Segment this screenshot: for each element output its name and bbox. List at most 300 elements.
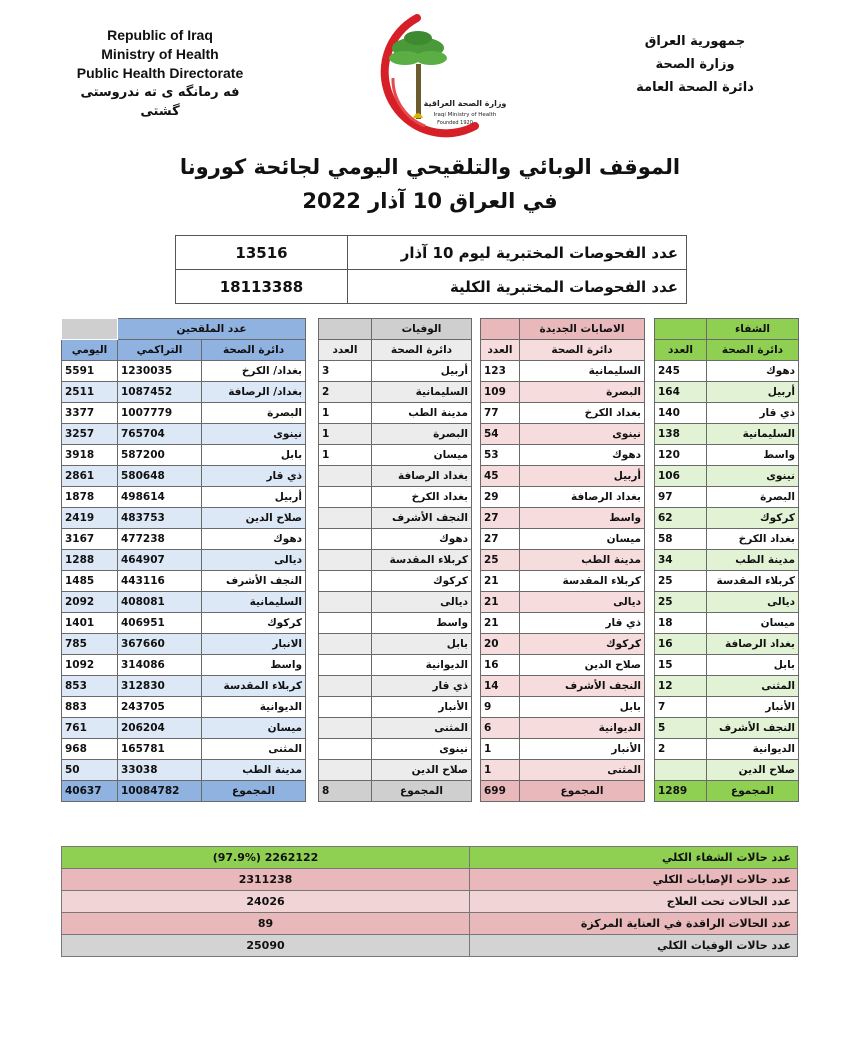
summary-label: عدد الحالات تحت العلاج [470,891,798,913]
vaccinated-cumulative-cell: 765704 [118,424,202,445]
recovery-dept-cell: المثنى [707,676,799,697]
cases-count-cell: 25 [481,550,520,571]
deaths-count-cell: 1 [319,424,372,445]
recovery-dept-cell: النجف الأشرف [707,718,799,739]
vaccinated-cumulative-cell: 443116 [118,571,202,592]
title-line1: الموقف الوبائي والتلقيحي اليومي لجائحة كورونا [179,155,681,179]
vaccinated-daily-cell: 1485 [62,571,118,592]
vaccinated-dept-cell: بابل [202,445,306,466]
recovery-dept-cell: ذي قار [707,403,799,424]
vaccinated-dept-cell: مدينة الطب [202,760,306,781]
table-row [319,487,472,508]
table-row [319,613,472,634]
cases-count-cell: 27 [481,529,520,550]
cases-count-cell: 109 [481,382,520,403]
deaths-dept-cell: ديالى [372,592,472,613]
vaccinated-dept-cell: دهوك [202,529,306,550]
vaccinated-dept-cell: ميسان [202,718,306,739]
daily-tests-label: عدد الفحوصات المختبرية ليوم 10 آذار [348,236,687,270]
vaccinated-daily-cell: 3377 [62,403,118,424]
vaccinated-cumulative-cell: 243705 [118,697,202,718]
table-row [481,550,645,571]
table-row [481,382,645,403]
vaccinated-cumulative-cell: 1007779 [118,403,202,424]
deaths-count-cell [319,592,372,613]
table-row [655,424,799,445]
vaccinated-dept-cell: ديالى [202,550,306,571]
table-row [481,361,645,382]
vaccinated-total-daily: 40637 [62,781,118,802]
cases-count-cell: 27 [481,508,520,529]
header-ar-line: دائرة الصحة العامة [636,80,754,95]
table-row [319,676,472,697]
logo-text-year: Founded 1920 [437,120,473,126]
vaccinated-cumulative-cell: 408081 [118,592,202,613]
deaths-count-cell [319,718,372,739]
recovery-dept-cell: واسط [707,445,799,466]
deaths-dept-cell: كركوك [372,571,472,592]
cases-dept-cell: ذي قار [520,613,645,634]
deaths-count-cell [319,508,372,529]
page-title [130,150,730,218]
summary-value: 2311238 [62,869,470,891]
cases-dept-cell: المثنى [520,760,645,781]
table-row [62,550,306,571]
table-row [481,676,645,697]
table-row [319,508,472,529]
vaccinated-cumulative-header: التراكمي [118,340,202,361]
vaccinated-cumulative-cell: 33038 [118,760,202,781]
recovery-count-cell: 5 [655,718,707,739]
vaccinated-title: عدد الملقحين [118,319,306,340]
table-row [481,760,645,781]
vaccinated-daily-cell: 3167 [62,529,118,550]
deaths-total-value: 8 [319,781,372,802]
table-row [62,466,306,487]
deaths-dept-cell: المثنى [372,718,472,739]
table-row [481,697,645,718]
cases-count-cell: 77 [481,403,520,424]
vaccinated-daily-cell: 1878 [62,487,118,508]
summary-label: عدد الحالات الراقدة في العناية المركزة [470,913,798,935]
recovery-total-value: 1289 [655,781,707,802]
table-row [655,529,799,550]
cases-total-label: المجموع [520,781,645,802]
deaths-count-cell [319,676,372,697]
table-row [655,718,799,739]
recovery-count-cell: 245 [655,361,707,382]
deaths-count-cell [319,613,372,634]
table-row [481,508,645,529]
recovery-count-header: العدد [655,340,707,361]
table-row [62,634,306,655]
vaccinated-daily-cell: 1401 [62,613,118,634]
recovery-total-label: المجموع [707,781,799,802]
cases-dept-cell: بغداد الرصافة [520,487,645,508]
vaccinated-dept-cell: ذي قار [202,466,306,487]
daily-tests-value: 13516 [176,236,348,270]
recovery-count-cell: 25 [655,592,707,613]
deaths-count-header: العدد [319,340,372,361]
cases-dept-cell: ميسان [520,529,645,550]
table-row [319,718,472,739]
vaccinated-daily-cell: 50 [62,760,118,781]
vaccinated-dept-cell: المثنى [202,739,306,760]
recovery-dept-cell: بابل [707,655,799,676]
deaths-dept-cell: مدينة الطب [372,403,472,424]
deaths-dept-cell: دهوك [372,529,472,550]
vaccinated-daily-cell: 853 [62,676,118,697]
table-row [655,676,799,697]
summary-row [62,913,798,935]
table-row [319,466,472,487]
table-row [319,424,472,445]
cases-dept-header: دائرة الصحة [520,340,645,361]
vaccinated-daily-cell: 1092 [62,655,118,676]
table-row [655,592,799,613]
recovery-dept-cell: دهوك [707,361,799,382]
table-row [655,403,799,424]
table-row [655,487,799,508]
table-row [655,508,799,529]
table-row [481,487,645,508]
summary-row [62,847,798,869]
cases-count-cell: 53 [481,445,520,466]
table-row [319,571,472,592]
table-row [481,634,645,655]
deaths-count-cell: 1 [319,403,372,424]
vaccinated-cumulative-cell: 1230035 [118,361,202,382]
deaths-count-cell [319,571,372,592]
ministry-logo-icon [355,8,515,138]
cases-count-cell: 1 [481,760,520,781]
deaths-dept-cell: صلاح الدين [372,760,472,781]
recovery-count-cell: 25 [655,571,707,592]
logo-text-en: Iraqi Ministry of Health [433,112,497,118]
vaccinated-daily-cell: 2092 [62,592,118,613]
header-english [60,26,260,121]
vaccinated-daily-cell: 3257 [62,424,118,445]
cases-dept-cell: نينوى [520,424,645,445]
table-row [481,655,645,676]
table-row [62,718,306,739]
recovery-count-cell: 120 [655,445,707,466]
table-row [62,676,306,697]
table-row [655,655,799,676]
deaths-count-cell [319,550,372,571]
recovery-count-cell: 138 [655,424,707,445]
total-row [481,781,645,802]
deaths-count-cell: 2 [319,382,372,403]
title-line2: في العراق 10 آذار 2022 [302,189,558,213]
table-row [62,424,306,445]
cases-count-cell: 21 [481,613,520,634]
deaths-count-cell [319,529,372,550]
vaccinated-cumulative-cell: 314086 [118,655,202,676]
table-row [655,634,799,655]
recovery-dept-cell: بغداد الرصافة [707,634,799,655]
cases-count-cell: 6 [481,718,520,739]
table-row [655,697,799,718]
cases-dept-cell: ديالى [520,592,645,613]
recovery-dept-cell: كركوك [707,508,799,529]
vaccinated-daily-header: اليومي [62,340,118,361]
deaths-dept-cell: الأنبار [372,697,472,718]
deaths-dept-cell: النجف الأشرف [372,508,472,529]
table-row [62,487,306,508]
cases-count-cell: 9 [481,697,520,718]
cases-dept-cell: النجف الأشرف [520,676,645,697]
vaccinated-cumulative-cell: 483753 [118,508,202,529]
header-en-line: Public Health Directorate [76,65,244,81]
table-row [319,550,472,571]
cases-count-cell: 20 [481,634,520,655]
header-arabic [610,30,780,99]
vaccinated-cumulative-cell: 580648 [118,466,202,487]
vaccinated-cumulative-cell: 312830 [118,676,202,697]
vaccinated-daily-cell: 2861 [62,466,118,487]
recovery-title: الشفاء [707,319,799,340]
table-row [319,655,472,676]
table-row [655,361,799,382]
table-row [481,466,645,487]
summary-label: عدد حالات الإصابات الكلي [470,869,798,891]
deaths-dept-cell: بابل [372,634,472,655]
recovery-dept-cell: البصرة [707,487,799,508]
header-en-line: Ministry of Health [101,46,219,62]
cases-dept-cell: صلاح الدين [520,655,645,676]
deaths-table [318,318,472,802]
table-row [655,613,799,634]
table-row [62,613,306,634]
recovery-count-cell: 164 [655,382,707,403]
table-row [319,445,472,466]
table-row [655,760,799,781]
table-row [655,466,799,487]
header-ar-line: جمهورية العراق [644,34,746,49]
vaccinated-dept-cell: النجف الأشرف [202,571,306,592]
table-row [62,697,306,718]
table-row [655,571,799,592]
deaths-count-cell: 1 [319,445,372,466]
summary-label: عدد حالات الشفاء الكلي [470,847,798,869]
table-row [481,613,645,634]
cases-count-cell: 54 [481,424,520,445]
recovery-count-cell: 7 [655,697,707,718]
deaths-title: الوفيات [372,319,472,340]
total-row [62,781,306,802]
vaccinated-cumulative-cell: 498614 [118,487,202,508]
table-row [319,403,472,424]
recovery-count-cell: 62 [655,508,707,529]
recovery-dept-cell: كربلاء المقدسة [707,571,799,592]
deaths-dept-cell: السليمانية [372,382,472,403]
recovery-dept-cell: نينوى [707,466,799,487]
cases-dept-cell: كركوك [520,634,645,655]
table-row [481,403,645,424]
logo-text-ar: وزارة الصحة العراقية [423,99,507,108]
vaccinated-dept-cell: الانبار [202,634,306,655]
recovery-count-cell: 97 [655,487,707,508]
summary-row [62,891,798,913]
vaccinated-cumulative-cell: 206204 [118,718,202,739]
table-row [481,571,645,592]
table-row [62,655,306,676]
recovery-count-cell: 15 [655,655,707,676]
recovery-count-cell: 106 [655,466,707,487]
table-row [481,718,645,739]
total-row [655,781,799,802]
table-row [62,382,306,403]
vaccinated-cumulative-cell: 464907 [118,550,202,571]
deaths-dept-header: دائرة الصحة [372,340,472,361]
total-row [319,781,472,802]
table-row [319,634,472,655]
summary-row [62,869,798,891]
deaths-dept-cell: بغداد الكرخ [372,487,472,508]
deaths-dept-cell: بغداد الرصافة [372,466,472,487]
deaths-dept-cell: واسط [372,613,472,634]
table-row [62,571,306,592]
cases-dept-cell: كربلاء المقدسة [520,571,645,592]
cases-count-cell: 21 [481,571,520,592]
vaccinated-cumulative-cell: 1087452 [118,382,202,403]
summary-value: 25090 [62,935,470,957]
cases-dept-cell: أربيل [520,466,645,487]
vaccinated-dept-cell: الديوانية [202,697,306,718]
table-row [62,445,306,466]
new-cases-title: الاصابات الجديدة [520,319,645,340]
recovery-count-cell: 58 [655,529,707,550]
cases-dept-cell: بابل [520,697,645,718]
table-row [62,403,306,424]
summary-value: (97.9%) 2262122 [62,847,470,869]
recovery-dept-cell: ميسان [707,613,799,634]
vaccinated-dept-cell: السليمانية [202,592,306,613]
table-row [319,529,472,550]
vaccinated-dept-header: دائرة الصحة [202,340,306,361]
header-kurdish-line: فه رمانگه ی ته ندروستی گشتی [80,85,240,119]
table-row [62,508,306,529]
vaccinated-cumulative-cell: 406951 [118,613,202,634]
deaths-count-cell [319,697,372,718]
table-row [655,550,799,571]
new-cases-table [480,318,645,802]
cases-count-cell: 14 [481,676,520,697]
deaths-dept-cell: البصرة [372,424,472,445]
vaccinated-daily-cell: 883 [62,697,118,718]
recovery-dept-cell: بغداد الكرخ [707,529,799,550]
vaccinated-dept-cell: أربيل [202,487,306,508]
recovery-table [654,318,799,802]
cases-count-cell: 29 [481,487,520,508]
deaths-total-label: المجموع [372,781,472,802]
deaths-count-cell [319,487,372,508]
table-row [62,739,306,760]
vaccinated-daily-cell: 5591 [62,361,118,382]
recovery-dept-cell: أربيل [707,382,799,403]
cases-count-cell: 16 [481,655,520,676]
cases-dept-cell: البصرة [520,382,645,403]
deaths-count-cell [319,739,372,760]
vaccinated-cumulative-cell: 477238 [118,529,202,550]
vaccinated-daily-cell: 1288 [62,550,118,571]
lab-tests-table [175,235,687,304]
total-tests-value: 18113388 [176,270,348,304]
deaths-dept-cell: ذي قار [372,676,472,697]
table-row [319,760,472,781]
deaths-count-cell [319,760,372,781]
recovery-dept-cell: ديالى [707,592,799,613]
table-row [319,361,472,382]
summary-row [62,935,798,957]
cases-dept-cell: الديوانية [520,718,645,739]
recovery-count-cell: 12 [655,676,707,697]
vaccinated-total-cumulative: 10084782 [118,781,202,802]
table-row [481,424,645,445]
total-tests-label: عدد الفحوصات المختبرية الكلية [348,270,687,304]
vaccinated-daily-cell: 2419 [62,508,118,529]
table-row [62,760,306,781]
vaccinated-table [61,318,306,802]
table-row [481,592,645,613]
cases-count-cell: 45 [481,466,520,487]
cases-dept-cell: بغداد الكرخ [520,403,645,424]
recovery-count-cell: 34 [655,550,707,571]
recovery-count-cell: 2 [655,739,707,760]
table-row [481,739,645,760]
deaths-count-cell [319,466,372,487]
vaccinated-daily-cell: 2511 [62,382,118,403]
deaths-dept-cell: الديوانية [372,655,472,676]
vaccinated-cumulative-cell: 165781 [118,739,202,760]
table-row [319,697,472,718]
table-row [655,445,799,466]
recovery-dept-cell: الأنبار [707,697,799,718]
deaths-dept-cell: أربيل [372,361,472,382]
table-row [62,529,306,550]
recovery-dept-header: دائرة الصحة [707,340,799,361]
cases-dept-cell: مدينة الطب [520,550,645,571]
cases-count-cell: 1 [481,739,520,760]
recovery-dept-cell: مدينة الطب [707,550,799,571]
recovery-count-cell: 18 [655,613,707,634]
vaccinated-daily-cell: 968 [62,739,118,760]
vaccinated-dept-cell: نينوى [202,424,306,445]
header-ar-line: وزارة الصحة [655,57,735,72]
recovery-dept-cell: السليمانية [707,424,799,445]
recovery-count-cell: 140 [655,403,707,424]
table-row [655,739,799,760]
cases-dept-cell: دهوك [520,445,645,466]
summary-label: عدد حالات الوفيات الكلي [470,935,798,957]
cases-count-cell: 123 [481,361,520,382]
vaccinated-cumulative-cell: 587200 [118,445,202,466]
summary-value: 24026 [62,891,470,913]
cases-count-header: العدد [481,340,520,361]
table-row [62,361,306,382]
vaccinated-dept-cell: صلاح الدين [202,508,306,529]
vaccinated-daily-cell: 761 [62,718,118,739]
deaths-dept-cell: نينوى [372,739,472,760]
deaths-dept-cell: ميسان [372,445,472,466]
summary-value: 89 [62,913,470,935]
vaccinated-dept-cell: واسط [202,655,306,676]
table-row [62,592,306,613]
vaccinated-daily-cell: 3918 [62,445,118,466]
vaccinated-dept-cell: بغداد/ الكرخ [202,361,306,382]
cases-dept-cell: واسط [520,508,645,529]
